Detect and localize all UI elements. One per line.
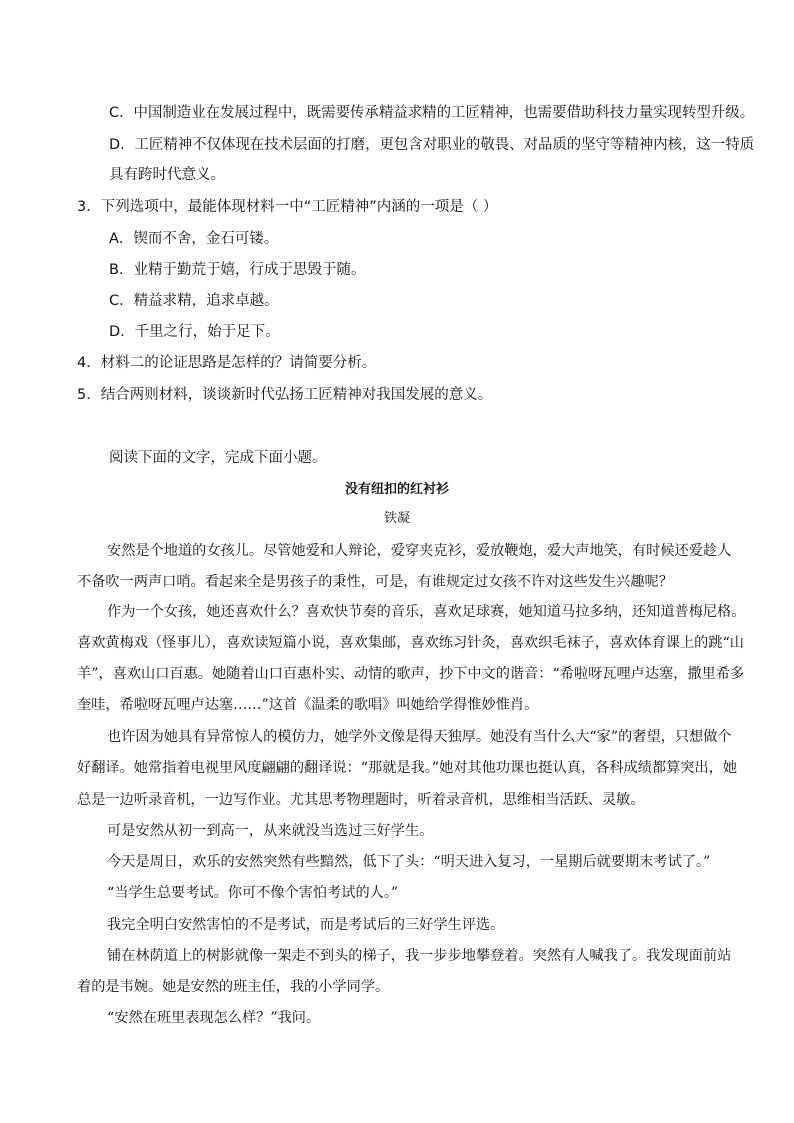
story-line: 铺在林荫道上的树影就像一架走不到头的梯子，我一步步地攀登着。突然有人喊我了。我发现面前站 [107, 948, 732, 964]
reading-instruction: 阅读下面的文字，完成下面小题。 [109, 450, 327, 466]
option-c-q3: C．精益求精，追求卓越。 [109, 293, 279, 309]
option-d-q2: D．工匠精神不仅体现在技术层面的打磨，更包含对职业的敬畏、对品质的坚守等精神内核，这一特质 [109, 137, 755, 153]
option-a-q3: A．锲而不舍，金石可镂。 [109, 231, 279, 247]
story-line: 可是安然从初一到高一，从来就没当选过三好学生。 [107, 823, 434, 839]
story-line: 羊”，喜欢山口百惠。她随着山口百惠朴实、动情的歌声，抄下中文的谐音：“希啦呀瓦哩卢达塞，撒里希多 [77, 666, 745, 682]
story-line: 奎哇，希啦呀瓦哩卢达塞……”这首《温柔的歌唱》叫她给学得惟妙惟肖。 [77, 697, 539, 713]
story-line: 我完全明白安然害怕的不是考试，而是考试后的三好学生评选。 [107, 917, 505, 933]
option-b-q3: B．业精于勤荒于嬉，行成于思毁于随。 [109, 262, 366, 278]
story-line: 着的是韦婉。她是安然的班主任，我的小学同学。 [77, 979, 390, 995]
story-line: 不备吹一两声口哨。看起来全是男孩子的秉性，可是，有谁规定过女孩不许对这些发生兴趣呢？ [77, 574, 673, 590]
story-line: 作为一个女孩，她还喜欢什么？喜欢快节奏的音乐，喜欢足球赛，她知道马拉多纳，还知道普梅尼格。 [107, 604, 746, 620]
story-line: 也许因为她具有异常惊人的模仿力，她学外文像是得天独厚。她没有当什么大“家”的奢望，只想做个 [107, 729, 732, 745]
story-line: 好翻译。她常指着电视里风度翩翩的翻译说：“那就是我。”她对其他功课也挺认真，各科成绩都算突出，她 [77, 760, 738, 776]
story-line: 总是一边听录音机，一边写作业。尤其思考物理题时，听着录音机，思维相当活跃、灵敏。 [77, 792, 645, 808]
story-line: 安然是个地道的女孩儿。尽管她爱和人辩论，爱穿夹克衫，爱放鞭炮，爱大声地笑，有时候还爱趁人 [107, 543, 732, 559]
story-line: “当学生总要考试。你可不像个害怕考试的人。” [107, 885, 399, 901]
option-d-q3: D．千里之行，始于足下。 [109, 324, 280, 340]
option-d-q2-continued: 具有跨时代意义。 [109, 167, 225, 183]
story-title: 没有纽扣的红衬衫 [344, 482, 449, 497]
story-line: “安然在班里表现怎么样？”我问。 [107, 1010, 321, 1026]
question-3: 3．下列选项中，最能体现材料一中“工匠精神”内涵的一项是（ ） [77, 199, 498, 215]
story-line: 今天是周日，欢乐的安然突然有些黯然，低下了头：“明天进入复习，一星期后就要期末考试了。” [107, 854, 711, 870]
question-4: 4．材料二的论证思路是怎样的？请简要分析。 [77, 355, 377, 371]
story-author: 铁凝 [383, 511, 410, 526]
question-5: 5．结合两则材料，谈谈新时代弘扬工匠精神对我国发展的意义。 [77, 387, 493, 403]
story-line: 喜欢黄梅戏（怪事儿），喜欢读短篇小说，喜欢集邮，喜欢练习针灸，喜欢织毛袜子，喜欢体育课上的跳“山 [77, 635, 744, 651]
option-c-q2: C．中国制造业在发展过程中，既需要传承精益求精的工匠精神，也需要借助科技力量实现转型升级。 [109, 105, 755, 121]
